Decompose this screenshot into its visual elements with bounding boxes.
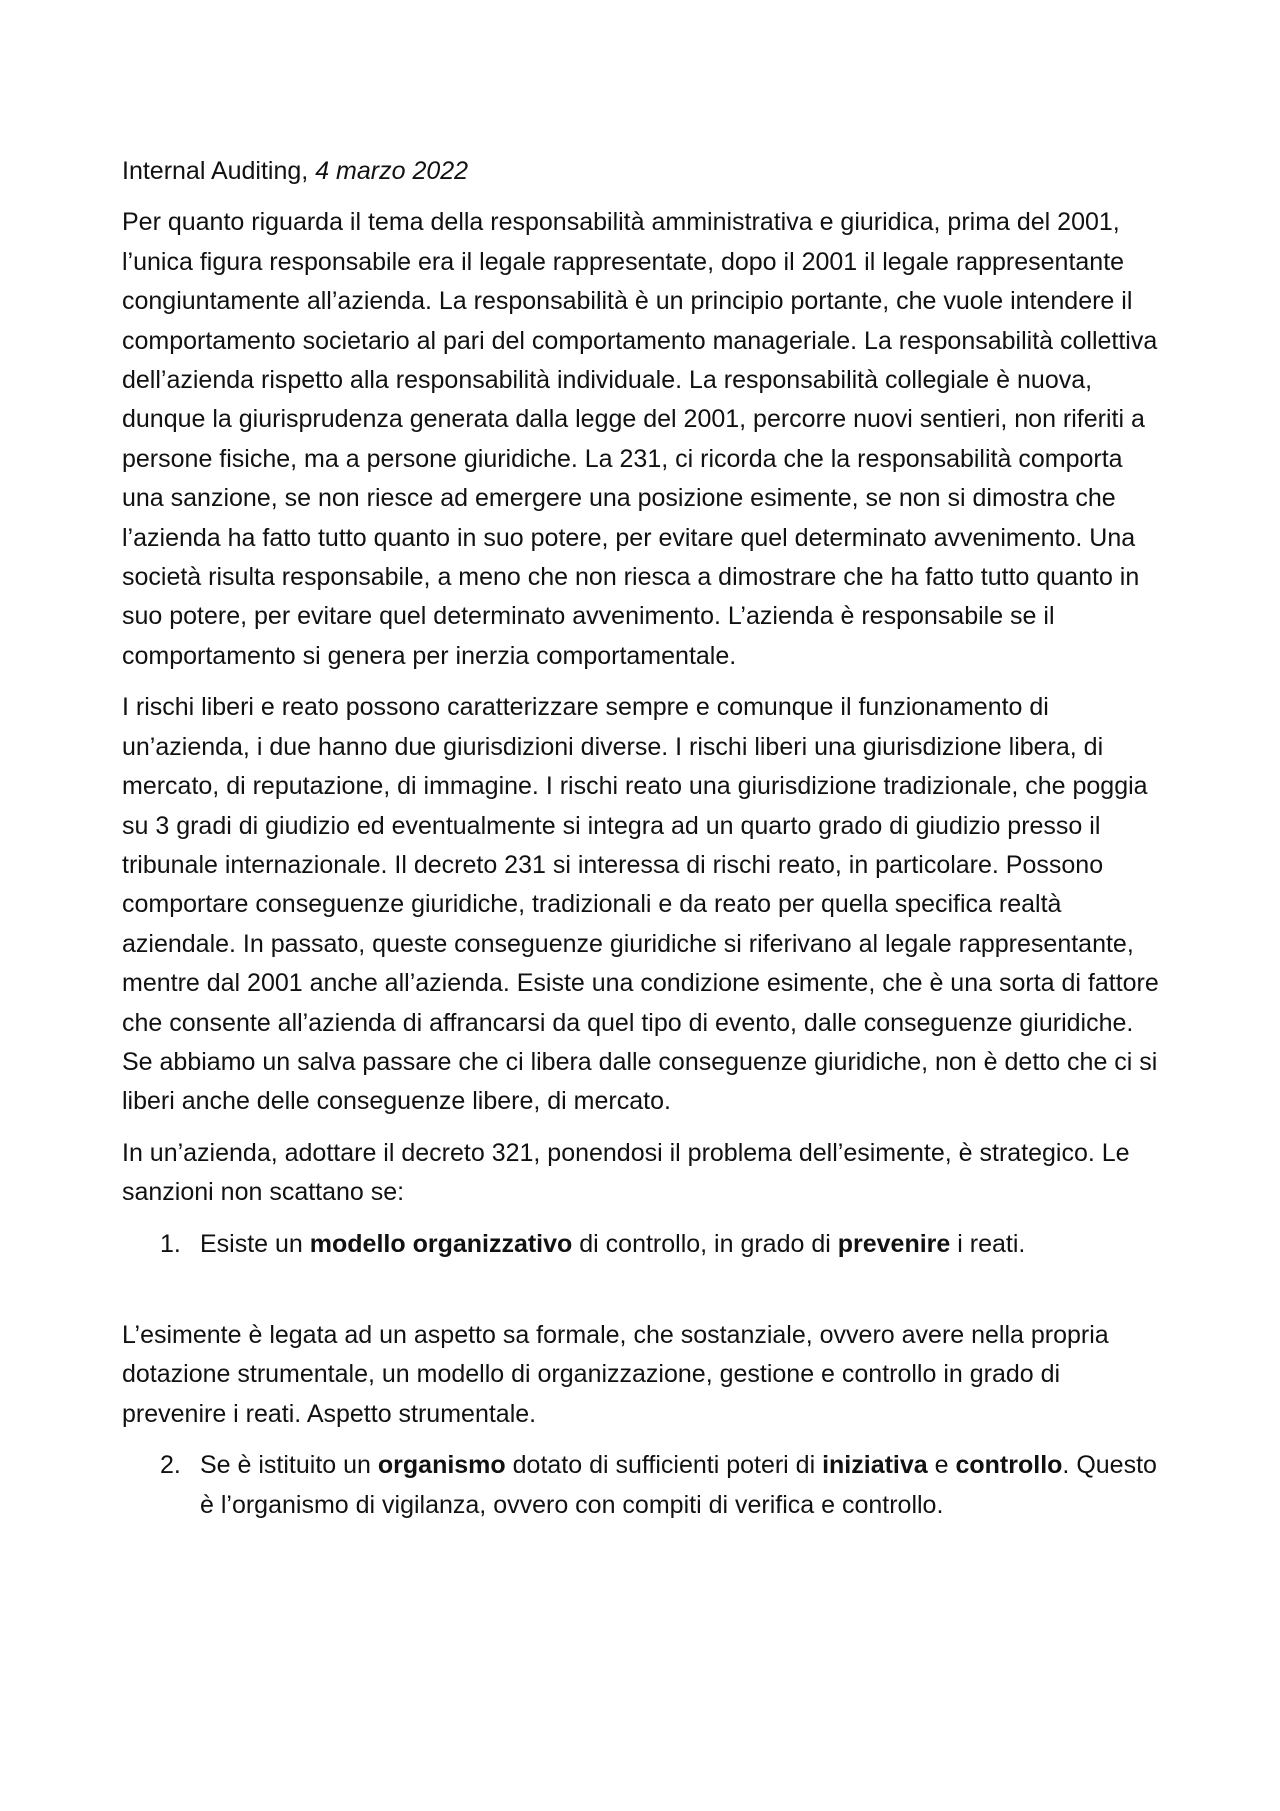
list-item-text: . Questo è l’organismo di vigilanza, ovvero con compiti di verifica e controllo. [200,1451,1157,1519]
list-item-text: e [927,1451,956,1480]
list-item-bold: iniziativa [822,1451,928,1480]
list-item-2 [122,1446,1160,1525]
list-item-text: i reati. [950,1229,1026,1258]
document-heading [122,152,1160,191]
numbered-list-1 [122,1225,1160,1264]
list-item-bold: prevenire [837,1229,951,1258]
list-item-bold: controllo [955,1451,1063,1480]
paragraph-esimente: L’esimente è legata ad un aspetto sa formale, che sostanziale, ovvero avere nella propria dotazione strumentale, un modello di organizzazione, gestione e controllo in grado di prevenire i reati. Aspetto strumentale. [122,1320,1109,1428]
list-item-text: Se è istituito un [200,1451,378,1480]
list-item-text: Esiste un [200,1229,310,1258]
list-item-text: di controllo, in grado di [572,1229,838,1258]
heading-title: Internal Auditing, [122,157,316,185]
list-item-1 [122,1225,1160,1264]
numbered-list-2 [122,1446,1160,1525]
list-item-bold: modello organizzativo [309,1229,573,1258]
list-item-text: dotato di sufficienti poteri di [505,1451,823,1480]
list-item-bold: organismo [377,1451,506,1480]
paragraph-rischi: I rischi liberi e reato possono caratterizzare sempre e comunque il funzionamento di un’azienda, i due hanno due giurisdizioni diverse. I rischi liberi una giurisdizione libera, di mercato, di reputazione, di immagine. I rischi reato una giurisdizione tradizionale, che poggia su 3 gradi di giudizio ed eventualmente si integra ad un quarto grado di giudizio presso il tribunale internazionale. Il decreto 231 si interessa di rischi reato, in particolare. Possono comportare conseguenze giuridiche, tradizionali e da reato per quella specifica realtà aziendale. In passato, queste conseguenze giuridiche si riferivano al legale rappresentante, mentre dal 2001 anche all’azienda. Esiste una condizione esimente, che è una sorta di fattore che consente all’azienda di affrancarsi da quel tipo di evento, dalle conseguenze giuridiche. Se abbiamo un salva passare che ci libera dalle conseguenze giuridiche, non è detto che ci si liberi anche delle conseguenze libere, di mercato. [122,693,1159,1116]
paragraph-responsabilita: Per quanto riguarda il tema della responsabilità amministrativa e giuridica, prima del 2001, l’unica figura responsabile era il legale rappresentate, dopo il 2001 il legale rappresentante congiuntamente all’azienda. La responsabilità è un principio portante, che vuole intendere il comportamento societario al pari del comportamento manageriale. La responsabilità collettiva dell’azienda rispetto alla responsabilità individuale. La responsabilità collegiale è nuova, dunque la giurisprudenza generata dalla legge del 2001, percorre nuovi sentieri, non riferiti a persone fisiche, ma a persone giuridiche. La 231, ci ricorda che la responsabilità comporta una sanzione, se non riesce ad emergere una posizione esimente, se non si dimostra che l’azienda ha fatto tutto quanto in suo potere, per evitare quel determinato avvenimento. Una società risulta responsabile, a meno che non riesca a dimostrare che ha fatto tutto quanto in suo potere, per evitare quel determinato avvenimento. L’azienda è responsabile se il comportamento si genera per inerzia comportamentale. [122,208,1158,670]
list-item-number: 2. [160,1451,181,1480]
heading-date: 4 marzo 2022 [315,157,469,185]
paragraph-sanzioni: In un’azienda, adottare il decreto 321, ponendosi il problema dell’esimente, è strategico. Le sanzioni non scattano se: [122,1138,1130,1207]
list-item-number: 1. [160,1229,181,1258]
